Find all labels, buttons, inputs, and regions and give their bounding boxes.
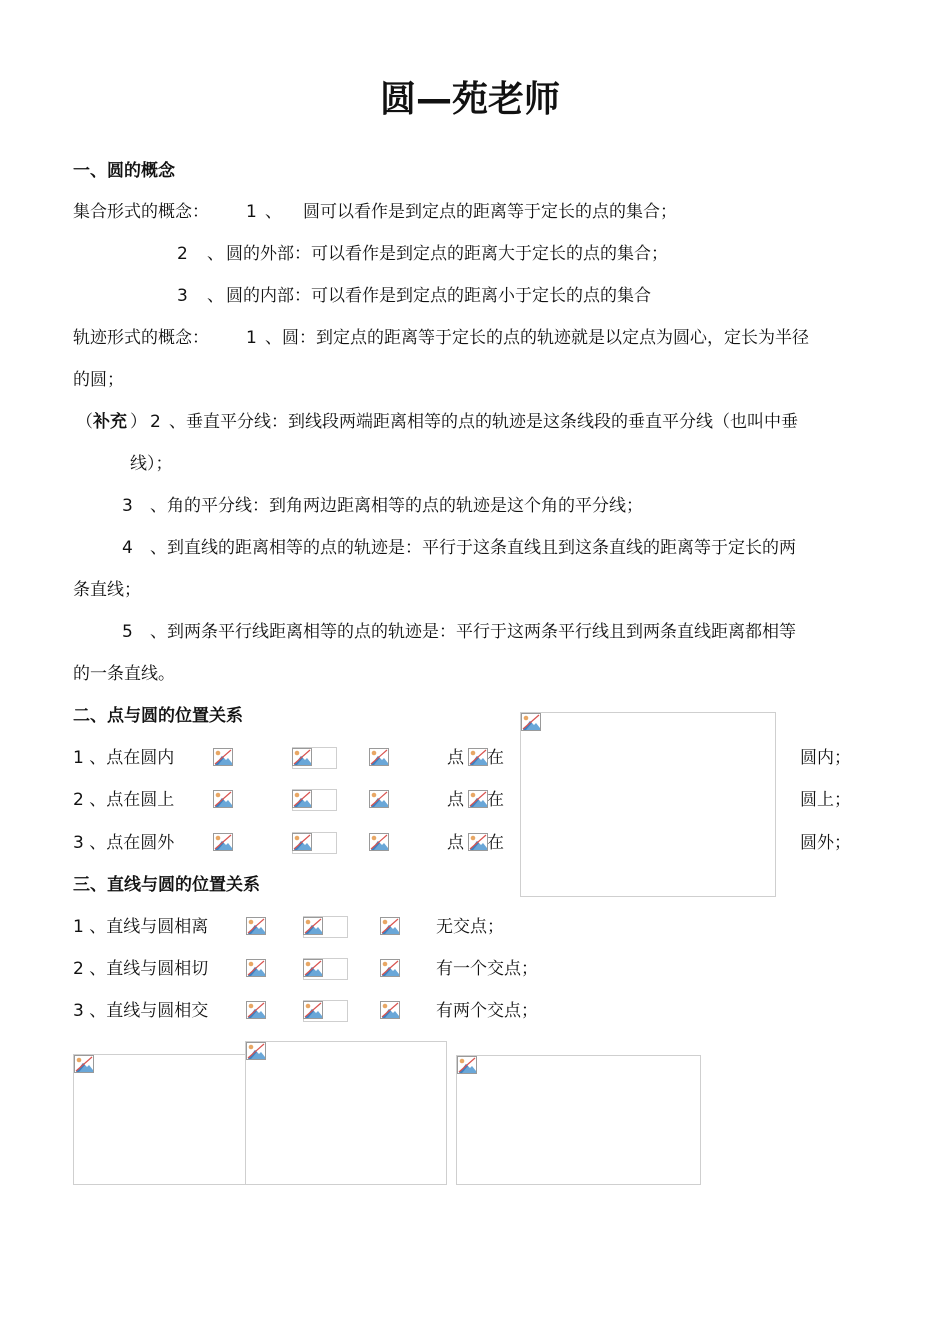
line-row-3-label: 3 、直线与圆相交 (73, 1001, 209, 1021)
point-row-2-end: 圆上； (800, 790, 851, 810)
broken-image-icon (521, 713, 541, 731)
point-row-2-label: 2 、点在圆上 (73, 790, 175, 810)
set-item-3-sep: 、 (207, 286, 224, 306)
set-item-1-num: 1 (246, 202, 257, 222)
set-item-2-text: 圆的外部：可以看作是到定点的距离大于定长的点的集合； (226, 244, 668, 264)
broken-image-icon (369, 833, 389, 851)
page-title: 圆—苑老师 (380, 79, 561, 120)
broken-image-icon (303, 1001, 323, 1019)
section1-heading: 一、圆的概念 (73, 161, 175, 181)
point-row-1-zai: 在 (487, 748, 504, 768)
trace-label: 轨迹形式的概念： (73, 328, 209, 348)
broken-image-icon (213, 790, 233, 808)
set-item-3-text: 圆的内部：可以看作是到定点的距离小于定长的点的集合 (226, 286, 651, 306)
broken-image-icon (246, 917, 266, 935)
trace-1-num: 1 (246, 328, 257, 348)
point-row-3-end: 圆外； (800, 833, 851, 853)
broken-image-icon (303, 917, 323, 935)
broken-image-icon (369, 790, 389, 808)
broken-image-icon (369, 748, 389, 766)
broken-image-icon (246, 959, 266, 977)
point-row-1-end: 圆内； (800, 748, 851, 768)
trace-3-num: 3 (122, 496, 133, 516)
trace-1-line2: 的圆； (73, 370, 124, 390)
section2-heading: 二、点与圆的位置关系 (73, 706, 243, 726)
line-row-1-label: 1 、直线与圆相离 (73, 917, 209, 937)
line-row-1-end: 无交点； (436, 917, 504, 937)
set-label: 集合形式的概念： (73, 202, 209, 222)
set-item-1-text: 圆可以看作是到定点的距离等于定长的点的集合； (303, 202, 677, 222)
section3-heading: 三、直线与圆的位置关系 (73, 875, 260, 895)
broken-image-icon (292, 748, 312, 766)
trace-4-line2: 条直线； (73, 580, 141, 600)
point-row-1-label: 1 、点在圆内 (73, 748, 175, 768)
supplement-open: （ (76, 412, 93, 432)
point-row-3-label: 3 、点在圆外 (73, 833, 175, 853)
set-item-3-num: 3 (177, 286, 188, 306)
trace-4-line1: 、到直线的距离相等的点的轨迹是：平行于这条直线且到这条直线的距离等于定长的两 (150, 538, 796, 558)
trace-2-num: 2 (150, 412, 161, 432)
set-item-2-num: 2 (177, 244, 188, 264)
line-row-3-end: 有两个交点； (436, 1001, 538, 1021)
broken-image-icon (213, 833, 233, 851)
trace-5-line1: 、到两条平行线距离相等的点的轨迹是：平行于这两条平行线且到两条直线距离都相等 (150, 622, 796, 642)
broken-image-icon (292, 833, 312, 851)
trace-5-num: 5 (122, 622, 133, 642)
broken-image-icon (380, 917, 400, 935)
broken-image-icon (246, 1042, 266, 1060)
point-row-2-mid: 点 (447, 790, 464, 810)
broken-image-icon (303, 959, 323, 977)
point-row-3-zai: 在 (487, 833, 504, 853)
line-row-2-label: 2 、直线与圆相切 (73, 959, 209, 979)
line-row-2-end: 有一个交点； (436, 959, 538, 979)
point-row-1-mid: 点 (447, 748, 464, 768)
broken-image-icon (292, 790, 312, 808)
broken-image-icon (74, 1055, 94, 1073)
broken-image-icon (380, 959, 400, 977)
broken-image-icon (246, 1001, 266, 1019)
trace-2-line2: 线）； (130, 454, 173, 474)
trace-2-line1: 、垂直平分线：到线段两端距离相等的点的轨迹是这条线段的垂直平分线（也叫中垂 (169, 412, 798, 432)
point-circle-figure (520, 712, 776, 897)
broken-image-icon (468, 833, 488, 851)
set-item-2-sep: 、 (207, 244, 224, 264)
set-item-1-sep: 、 (265, 202, 282, 222)
broken-image-icon (468, 748, 488, 766)
trace-4-num: 4 (122, 538, 133, 558)
line-circle-figure-1 (73, 1054, 247, 1185)
line-circle-figure-2 (245, 1041, 447, 1185)
supplement-close: ） (130, 412, 147, 432)
broken-image-icon (468, 790, 488, 808)
trace-3-text: 、角的平分线：到角两边距离相等的点的轨迹是这个角的平分线； (150, 496, 643, 516)
broken-image-icon (457, 1056, 477, 1074)
trace-5-line2: 的一条直线。 (73, 664, 175, 684)
point-row-3-mid: 点 (447, 833, 464, 853)
line-circle-figure-3 (456, 1055, 701, 1185)
broken-image-icon (380, 1001, 400, 1019)
trace-1-line1: 、圆：到定点的距离等于定长的点的轨迹就是以定点为圆心，定长为半径 (265, 328, 809, 348)
broken-image-icon (213, 748, 233, 766)
supplement-word: 补充 (93, 412, 127, 432)
point-row-2-zai: 在 (487, 790, 504, 810)
